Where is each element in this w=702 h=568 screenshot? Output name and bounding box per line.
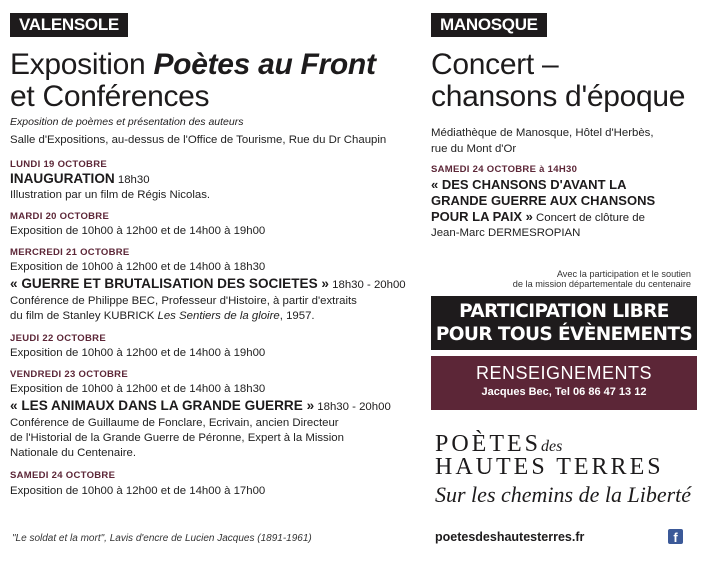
desc2-part-a: du film de Stanley KUBRICK [10, 310, 158, 322]
support-note2: de la mission départementale du centenaire [512, 279, 691, 289]
event-brutalisation-time: 18h30 - 20h00 [329, 279, 406, 291]
event-inauguration-desc: Illustration par un film de Régis Nicolas. [10, 189, 211, 201]
renseignements-title: RENSEIGNEMENTS [475, 363, 653, 383]
renseignements-box [431, 356, 697, 410]
expo-title-line2: et Conférences [10, 80, 210, 113]
concert-title-c [431, 209, 645, 226]
desc2-part-c: , 1957. [279, 310, 315, 322]
expo-venue: Salle d'Expositions, au-dessus de l'Office de Tourisme, Rue du Dr Chaupin [10, 134, 387, 146]
expo-title-line1 [10, 48, 376, 81]
concert-title-b: GRANDE GUERRE AUX CHANSONS [431, 193, 656, 208]
expo-hours-vendredi: Exposition de 10h00 à 12h00 et de 14h00 à 18h30 [10, 383, 266, 395]
event-brutalisation-desc1: Conférence de Philippe BEC, Professeur d'Histoire, à partir d'extraits [10, 295, 357, 307]
logo-tagline: Sur les chemins de la Liberté [435, 482, 692, 507]
image-caption: "Le soldat et la mort", Lavis d'encre de Lucien Jacques (1891-1961) [12, 533, 312, 544]
concert-artist: Jean-Marc DERMESROPIAN [431, 227, 581, 239]
website-link[interactable]: poetesdeshautesterres.fr [435, 530, 585, 544]
event-animaux [10, 398, 391, 415]
event-animaux-desc2: de l'Historial de la Grande Guerre de Péronne, Expert à la Mission [10, 432, 344, 444]
event-animaux-time: 18h30 - 20h00 [314, 401, 391, 413]
expo-hours-mercredi: Exposition de 10h00 à 12h00 et de 14h00 à 18h30 [10, 261, 266, 273]
event-animaux-desc3: Nationale du Centenaire. [10, 447, 137, 459]
event-animaux-title: « LES ANIMAUX DANS LA GRANDE GUERRE » [10, 398, 315, 413]
event-animaux-desc1: Conférence de Guillaume de Fonclare, Ecrivain, ancien Directeur [10, 417, 339, 429]
concert-title-line2: chansons d'époque [431, 80, 686, 113]
event-brutalisation-desc2 [10, 309, 315, 323]
concert-title-a: « DES CHANSONS D'AVANT LA [431, 177, 627, 192]
participation-line1: PARTICIPATION LIBRE [459, 301, 669, 322]
date-jeudi: JEUDI 22 OCTOBRE [10, 333, 106, 344]
support-note1: Avec la participation et le soutien [556, 269, 691, 279]
event-inauguration [10, 171, 150, 188]
film-title: Les Sentiers de la gloire [157, 310, 280, 322]
expo-hours-samedi: Exposition de 10h00 à 12h00 et de 14h00 à 17h00 [10, 485, 266, 497]
logo-poetes-word: POÈTES [435, 431, 542, 457]
concert-venue1: Médiathèque de Manosque, Hôtel d'Herbès, [431, 127, 654, 139]
event-brutalisation [10, 276, 406, 293]
expo-hours-mardi: Exposition de 10h00 à 12h00 et de 14h00 à 19h00 [10, 225, 266, 237]
event-inauguration-time: 18h30 [114, 174, 150, 186]
event-brutalisation-title: « GUERRE ET BRUTALISATION DES SOCIETES » [10, 276, 329, 291]
date-mercredi: MERCREDI 21 OCTOBRE [10, 247, 130, 258]
date-mardi: MARDI 20 OCTOBRE [10, 211, 110, 222]
expo-hours-jeudi: Exposition de 10h00 à 12h00 et de 14h00 à 19h00 [10, 347, 266, 359]
concert-date: SAMEDI 24 OCTOBRE à 14H30 [431, 164, 578, 175]
manosque-tag: MANOSQUE [431, 13, 547, 37]
logo-hautes-terres: HAUTES TERRES [435, 454, 664, 480]
expo-subtitle: Exposition de poèmes et présentation des auteurs [10, 116, 244, 128]
participation-box [431, 296, 697, 350]
expo-title-plain: Exposition [10, 48, 154, 81]
date-vendredi: VENDREDI 23 OCTOBRE [10, 369, 128, 380]
concert-cloture: Concert de clôture de [532, 212, 645, 224]
concert-title-c-bold: POUR LA PAIX » [431, 209, 533, 224]
expo-title-bold: Poètes au Front [153, 48, 376, 81]
event-inauguration-title: INAUGURATION [10, 171, 115, 186]
participation-line2: POUR TOUS ÉVÈNEMENTS [435, 324, 693, 345]
renseignements-contact: Jacques Bec, Tel 06 86 47 13 12 [481, 386, 647, 398]
date-samedi: SAMEDI 24 OCTOBRE [10, 470, 116, 481]
valensole-tag: VALENSOLE [10, 13, 128, 37]
concert-title-line1: Concert – [431, 48, 559, 81]
date-lundi: LUNDI 19 OCTOBRE [10, 159, 107, 170]
concert-venue2: rue du Mont d'Or [431, 143, 517, 155]
facebook-icon[interactable]: f [668, 529, 683, 544]
logo-des: des [541, 438, 563, 455]
